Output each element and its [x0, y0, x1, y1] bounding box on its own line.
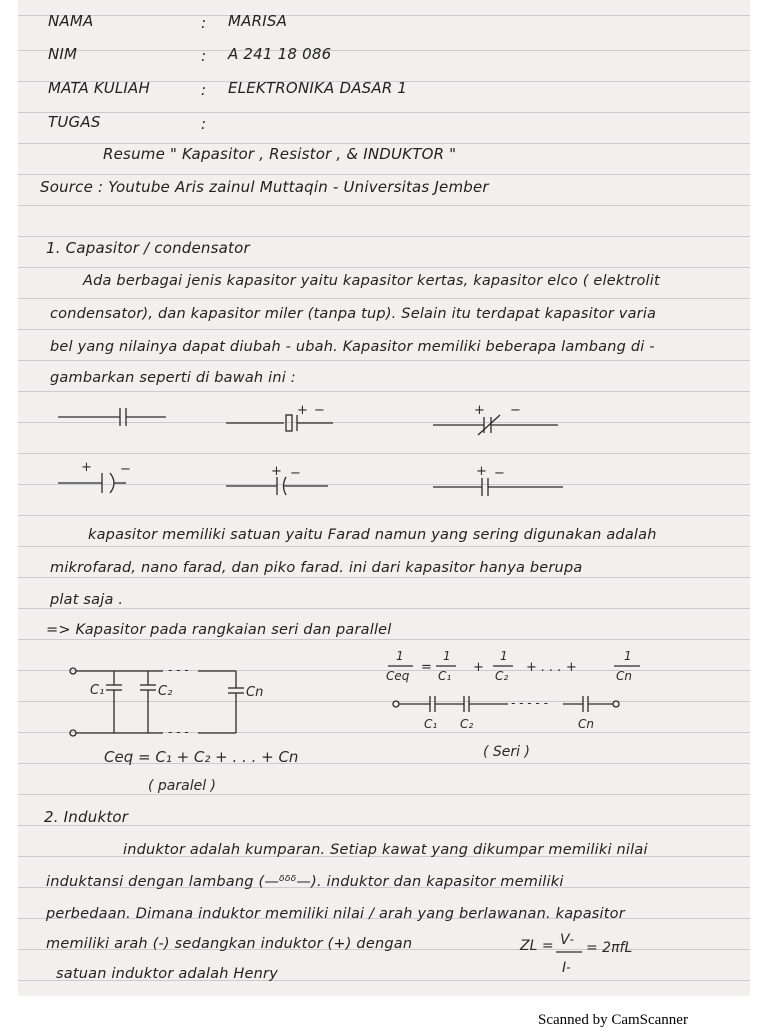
- capacitor-symbols: [18, 395, 750, 505]
- source-line: Source : Youtube Aris zainul Muttaqin - Universitas Jember: [40, 178, 489, 196]
- tugas-label: TUGAS: [48, 113, 101, 131]
- section2-line-2: induktansi dengan lambang (—ᵟᵟᵟ—). induktor dan kapasitor memiliki: [46, 874, 564, 890]
- notebook-page: [18, 0, 750, 996]
- parallel-circuit: [18, 650, 378, 800]
- fraction-denominator-cn: Cn: [616, 669, 632, 683]
- series-label-cn: Cn: [578, 717, 594, 731]
- fraction-denominator-ceq: Ceq: [386, 669, 410, 683]
- camscanner-watermark: Scanned by CamScanner: [538, 1012, 688, 1028]
- matkul-separator: :: [201, 81, 207, 99]
- parallel-label-cn: Cn: [246, 685, 264, 700]
- parallel-bottom-dashes: - - -: [168, 725, 189, 739]
- fraction-denominator-c1: C₁: [438, 669, 452, 683]
- minus-sign: −: [494, 466, 505, 481]
- capacitor-symbol-variable: [433, 403, 558, 435]
- series-ellipsis: + . . . +: [526, 660, 577, 675]
- capacitor-symbol-curved: [58, 460, 131, 493]
- plus-sign: +: [271, 464, 282, 479]
- plus-sign: +: [476, 464, 487, 479]
- minus-sign: −: [510, 403, 521, 418]
- section1-unit-line-1: kapasitor memiliki satuan yaitu Farad namun yang sering digunakan adalah: [88, 527, 657, 543]
- series-label-c1: C₁: [424, 717, 438, 731]
- capacitor-symbol-electrolytic-2: [433, 464, 563, 496]
- series-circuit: [368, 646, 738, 776]
- section1-intro-line-2: condensator), dan kapasitor miler (tanpa tup). Selain itu terdapat kapasitor varia: [50, 306, 657, 322]
- fraction-denominator-c2: C₂: [495, 669, 509, 683]
- section1-intro-line-3: bel yang nilainya dapat diubah - ubah. Kapasitor memiliki beberapa lambang di -: [50, 339, 655, 355]
- circuit-heading: => Kapasitor pada rangkaian seri dan parallel: [46, 622, 392, 638]
- fraction-numerator: 1: [500, 649, 508, 663]
- fraction-numerator: 1: [624, 649, 632, 663]
- section1-intro-line-1: Ada berbagai jenis kapasitor yaitu kapasitor kertas, kapasitor elco ( elektrolit: [83, 273, 660, 289]
- section2-title: 2. Induktor: [44, 808, 129, 826]
- section2-line-1: induktor adalah kumparan. Setiap kawat yang dikumpar memiliki nilai: [123, 842, 648, 858]
- fraction-numerator: 1: [443, 649, 451, 663]
- inductor-formula-numerator: V˗: [560, 932, 575, 948]
- section2-line-3: perbedaan. Dimana induktor memiliki nilai / arah yang berlawanan. kapasitor: [46, 906, 625, 922]
- resume-line: Resume " Kapasitor , Resistor , & INDUKTOR ": [103, 145, 457, 163]
- inductor-formula-denominator: I˗: [562, 960, 571, 976]
- section2-line-4: memiliki arah (-) sedangkan induktor (+) dengan: [46, 936, 413, 952]
- nama-separator: :: [201, 14, 207, 32]
- capacitor-symbol-electrolytic: [226, 464, 328, 495]
- parallel-label-c1: C₁: [90, 683, 105, 698]
- matkul-label: MATA KULIAH: [48, 79, 150, 97]
- series-label-c2: C₂: [460, 717, 474, 731]
- parallel-label-c2: C₂: [158, 684, 173, 699]
- fraction-numerator: 1: [396, 649, 404, 663]
- nim-label: NIM: [48, 45, 78, 63]
- series-dashes: - - - - -: [511, 696, 548, 710]
- plus-sign: +: [474, 403, 485, 418]
- plus-sign: +: [473, 660, 484, 675]
- plus-sign: +: [297, 403, 308, 418]
- inductor-formula-tail: = 2πfL: [586, 940, 633, 956]
- nim-separator: :: [201, 47, 207, 65]
- inductor-formula-zl: ZL =: [520, 938, 554, 954]
- nama-value: MARISA: [228, 12, 288, 30]
- tugas-separator: :: [201, 115, 207, 133]
- series-formula: [386, 649, 640, 683]
- plus-sign: +: [81, 460, 92, 475]
- matkul-value: ELEKTRONIKA DASAR 1: [228, 79, 408, 97]
- inductor-formula: [498, 930, 718, 990]
- section1-intro-line-4: gambarkan seperti di bawah ini :: [50, 370, 296, 386]
- parallel-top-dashes: - - -: [168, 663, 189, 677]
- equals-sign: =: [421, 660, 432, 675]
- minus-sign: −: [314, 403, 325, 418]
- series-caption: ( Seri ): [483, 744, 530, 760]
- nama-label: NAMA: [48, 12, 94, 30]
- capacitor-symbol-plain: [58, 408, 166, 426]
- section1-unit-line-3: plat saja .: [50, 592, 124, 608]
- minus-sign: −: [120, 462, 131, 477]
- minus-sign: −: [290, 466, 301, 481]
- capacitor-symbol-polarized-block: [226, 403, 333, 431]
- section2-line-5: satuan induktor adalah Henry: [56, 966, 278, 982]
- nim-value: A 241 18 086: [228, 45, 332, 63]
- section1-unit-line-2: mikrofarad, nano farad, dan piko farad. ini dari kapasitor hanya berupa: [50, 560, 583, 576]
- parallel-formula: Ceq = C₁ + C₂ + . . . + Cn: [104, 748, 299, 766]
- parallel-caption: ( paralel ): [148, 778, 217, 794]
- section1-title: 1. Capasitor / condensator: [46, 239, 250, 257]
